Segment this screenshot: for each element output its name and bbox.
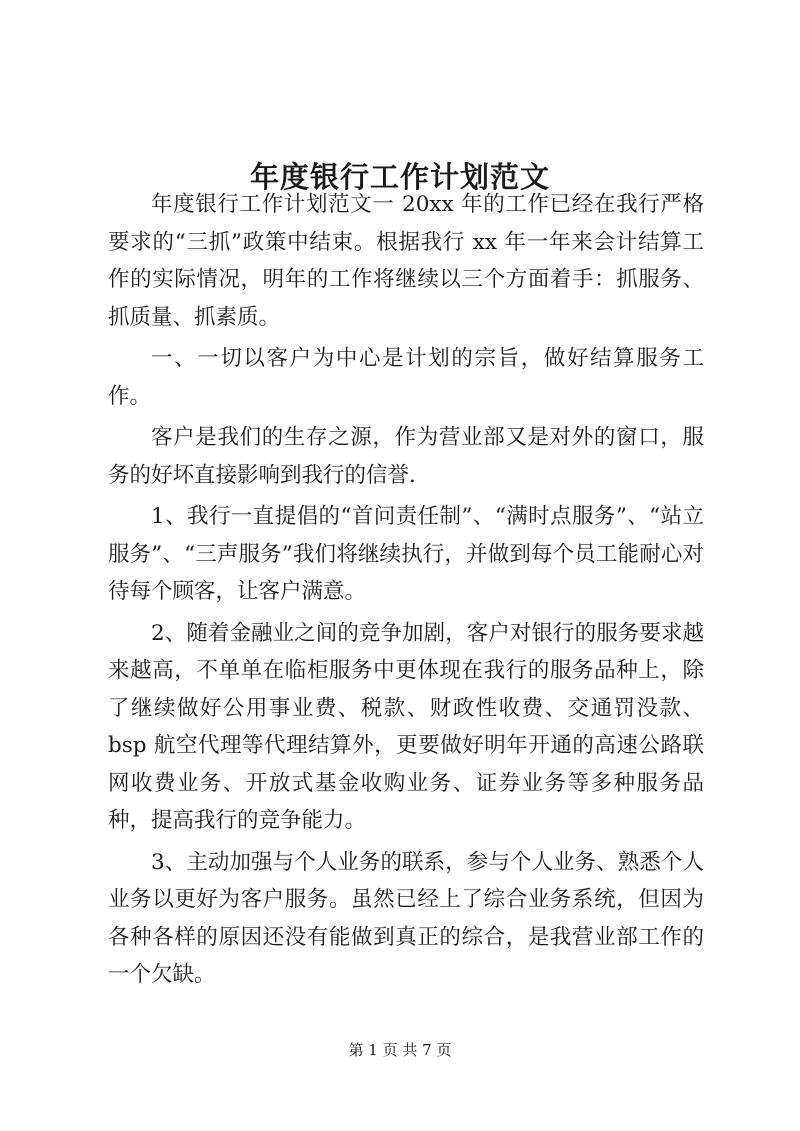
paragraph-section-one-heading: 一、一切以客户为中心是计划的宗旨，做好结算服务工作。: [108, 346, 704, 409]
paragraph-item-2: 2、随着金融业之间的竞争加剧，客户对银行的服务要求越来越高，不单单在临柜服务中更体现在我行的服务品种上，除了继续做好公用事业费、税款、财政性收费、交通罚没款、bsp 航空代理等代理结算外，更要做好明年开通的高速公路联网收费业务、开放式基金收购业务、证券业务等多种服务品种，提高我行的竞争能力。: [108, 620, 704, 833]
document-title: 年度银行工作计划范文: [249, 160, 550, 195]
page-footer: 第 1 页 共 7 页: [348, 1041, 452, 1059]
paragraph-item-1: 1、我行一直提倡的“首问责任制”、“满时点服务”、“站立服务”、“三声服务”我们将继续执行，并做到每个员工能耐心对待每个顾客，让客户满意。: [108, 504, 704, 604]
document-body: [108, 186, 704, 998]
paragraph-customer: 客户是我们的生存之源，作为营业部又是对外的窗口，服务的好坏直接影响到我行的信誉.: [108, 425, 704, 488]
paragraph-item-3: 3、主动加强与个人业务的联系，参与个人业务、熟悉个人业务以更好为客户服务。虽然已经上了综合业务系统，但因为各种各样的原因还没有能做到真正的综合，是我营业部工作的一个欠缺。: [108, 849, 704, 987]
paragraph-intro: 年度银行工作计划范文一 20xx 年的工作已经在我行严格要求的“三抓”政策中结束。根据我行 xx 年一年来会计结算工作的实际情况，明年的工作将继续以三个方面着手：抓服务、抓质量、抓素质。: [108, 192, 704, 330]
